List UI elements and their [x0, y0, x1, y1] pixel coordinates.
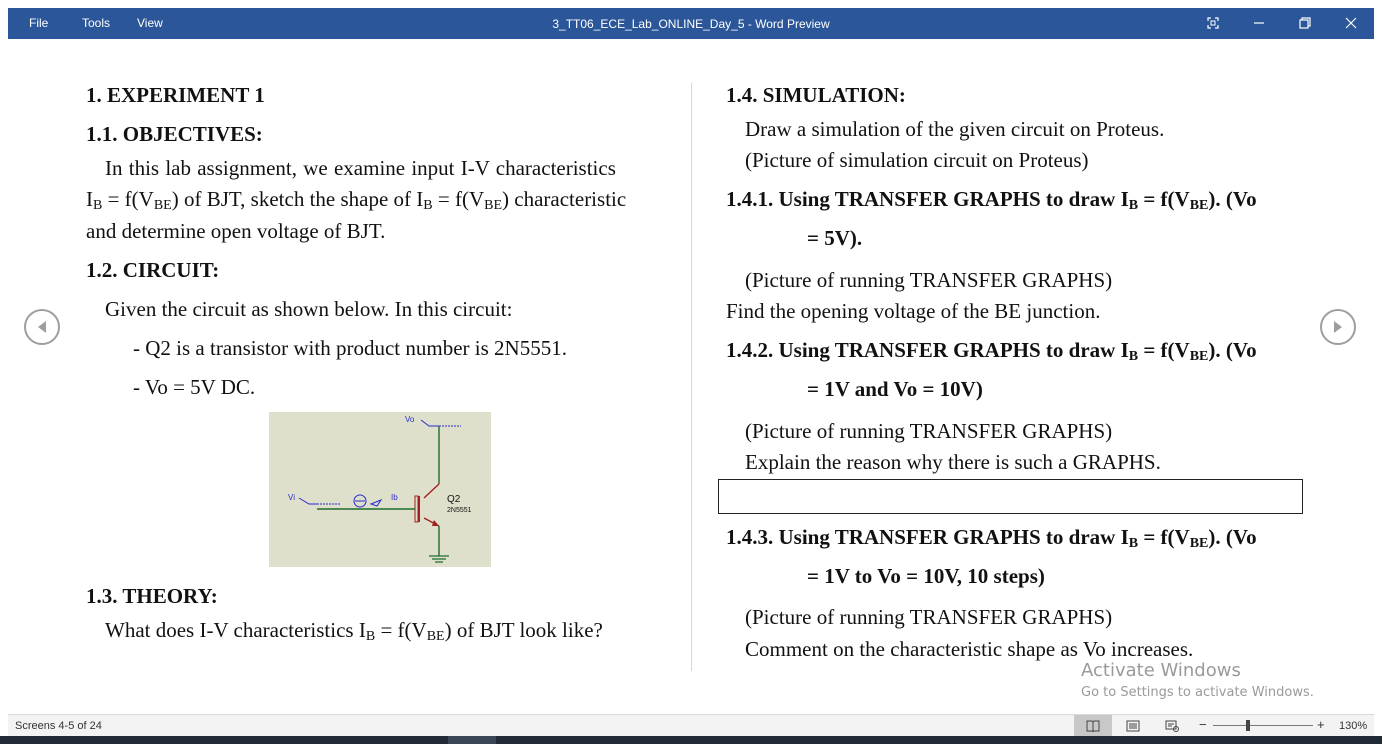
taskbar — [0, 736, 1382, 744]
zoom-slider-track[interactable] — [1213, 725, 1313, 726]
bullet-vo: - Vo = 5V DC. — [133, 375, 256, 399]
activate-windows-title: Activate Windows — [1081, 660, 1241, 681]
print-layout-button[interactable] — [1114, 715, 1152, 737]
fit-screen-button[interactable] — [1198, 12, 1228, 34]
minimize-icon — [1253, 17, 1265, 29]
page-divider — [691, 83, 692, 671]
menu-tools[interactable]: Tools — [82, 16, 111, 30]
heading-1-4-3: 1.4.3. Using TRANSFER GRAPHS to draw $I_B = f(V_{BE})$. (Vo — [726, 525, 1257, 551]
chevron-right-icon — [1332, 320, 1344, 334]
circuit-intro: Given the circuit as shown below. In this circuit: — [105, 297, 513, 321]
q2-label: Q2 — [447, 494, 461, 505]
objectives-line-2: $I_B = f(V_{BE})$ of BJT, sketch the shape of $I_B = f(V_{BE})$ characteristic — [86, 187, 627, 213]
zoom-slider-thumb[interactable] — [1246, 720, 1250, 731]
window-frame-left — [0, 0, 8, 744]
text-1-4-3-question: Comment on the characteristic shape as Vo increases. — [745, 637, 1194, 661]
title-bar — [8, 8, 1374, 39]
answer-box[interactable] — [718, 479, 1303, 514]
zoom-in-button[interactable]: + — [1317, 717, 1325, 732]
text-1-4-2-picture: (Picture of running TRANSFER GRAPHS) — [745, 419, 1113, 443]
window-title: 3_TT06_ECE_Lab_ONLINE_Day_5 - Word Preview — [552, 17, 830, 31]
text-1-4-3-picture: (Picture of running TRANSFER GRAPHS) — [745, 605, 1113, 629]
heading-1-4-1: 1.4.1. Using TRANSFER GRAPHS to draw $I_B = f(V_{BE})$. (Vo — [726, 187, 1257, 213]
part-number-label: 2N5551 — [447, 507, 472, 514]
document-view[interactable] — [8, 39, 1374, 714]
read-mode-button[interactable] — [1074, 715, 1112, 737]
restore-button[interactable] — [1290, 12, 1320, 34]
book-icon — [1086, 720, 1100, 732]
minimize-button[interactable] — [1244, 12, 1274, 34]
restore-icon — [1299, 17, 1311, 29]
page-icon — [1126, 720, 1140, 732]
text-1-4-1-picture: (Picture of running TRANSFER GRAPHS) — [745, 268, 1113, 292]
status-bar — [8, 714, 1374, 737]
heading-circuit: 1.2. CIRCUIT: — [86, 258, 220, 282]
simulation-line-2: (Picture of simulation circuit on Proteus) — [745, 148, 1089, 172]
taskbar-active-app[interactable] — [448, 736, 496, 744]
window-frame-right — [1374, 0, 1382, 744]
screen-count: Screens 4-5 of 24 — [15, 720, 102, 732]
activate-windows-subtitle: Go to Settings to activate Windows. — [1081, 685, 1314, 700]
theory-question: What does I-V characteristics $I_B = f(V_{BE})$ of BJT look like? — [105, 618, 603, 644]
simulation-line-1: Draw a simulation of the given circuit on Proteus. — [745, 117, 1165, 141]
heading-simulation: 1.4. SIMULATION: — [726, 83, 906, 107]
chevron-left-icon — [36, 320, 48, 334]
ib-label: Ib — [391, 493, 398, 502]
web-layout-icon — [1165, 720, 1179, 732]
heading-1-4-3-cont: = 1V to Vo = 10V, 10 steps) — [807, 564, 1045, 588]
zoom-out-button[interactable]: − — [1199, 717, 1207, 732]
next-page-button[interactable] — [1320, 309, 1356, 345]
zoom-level[interactable]: 130% — [1339, 720, 1368, 732]
close-button[interactable] — [1336, 12, 1366, 34]
vi-label: Vi — [288, 493, 295, 502]
vo-label: Vo — [405, 415, 415, 424]
previous-page-button[interactable] — [24, 309, 60, 345]
heading-1-4-2: 1.4.2. Using TRANSFER GRAPHS to draw $I_B = f(V_{BE})$. (Vo — [726, 338, 1257, 364]
text-1-4-1-question: Find the opening voltage of the BE junction. — [726, 299, 1101, 323]
fit-screen-icon — [1207, 17, 1219, 29]
heading-1-4-1-cont: = 5V). — [807, 226, 863, 250]
heading-objectives: 1.1. OBJECTIVES: — [86, 122, 263, 146]
close-icon — [1345, 17, 1357, 29]
circuit-diagram — [269, 412, 491, 567]
menu-file[interactable]: File — [29, 16, 49, 30]
objectives-line-1: In this lab assignment, we examine input I-V characteristics — [105, 156, 616, 180]
web-layout-button[interactable] — [1153, 715, 1191, 737]
menu-view[interactable]: View — [137, 16, 163, 30]
heading-experiment-1: 1. EXPERIMENT 1 — [86, 83, 265, 107]
heading-theory: 1.3. THEORY: — [86, 584, 218, 608]
heading-1-4-2-cont: = 1V and Vo = 10V) — [807, 377, 983, 401]
bullet-transistor: - Q2 is a transistor with product number is 2N5551. — [133, 336, 567, 360]
text-1-4-2-question: Explain the reason why there is such a GRAPHS. — [745, 450, 1161, 474]
objectives-line-3: and determine open voltage of BJT. — [86, 219, 386, 243]
